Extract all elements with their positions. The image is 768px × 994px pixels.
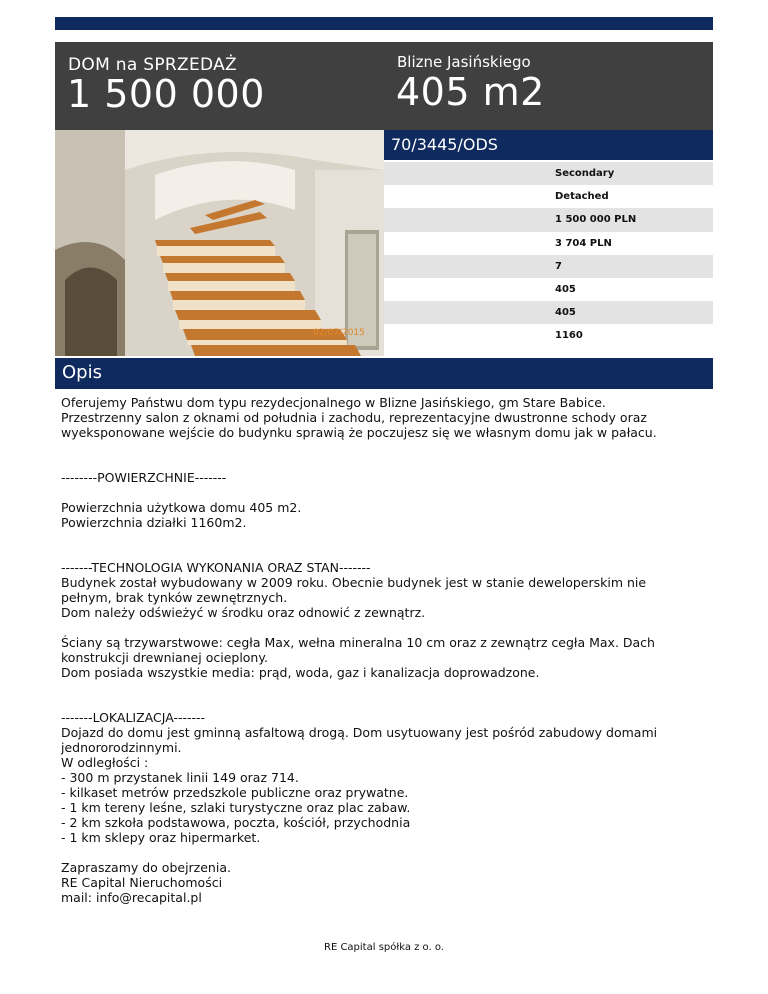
spec-row	[384, 208, 713, 231]
section-body-walls: Ściany są trzywarstwowe: cegła Max, wełna mineralna 10 cm oraz z zewnątrz cegła Max. Dach konstrukcji drewnianej ocieplony. Dom posiada wszystkie media: prąd, woda, gaz i kanalizacja doprowadzone.	[61, 635, 655, 680]
spec-price: 1 500 000 PLN	[555, 214, 637, 226]
location: Blizne Jasińskiego	[397, 53, 531, 71]
description-intro: Oferujemy Państwu dom typu rezydecjonalnego w Blizne Jasińskiego, gm Stare Babice. Przestrzenny salon z oknami od południa i zachodu, reprezentacyjne dwustronne schody oraz wyeksponowane wejście do budynku sprawią że poczujesz się we własnym domu jak w pałacu.	[61, 395, 657, 440]
description-heading: Opis	[62, 362, 102, 383]
area: 405 m2	[396, 70, 545, 114]
footer-company: RE Capital spółka z o. o.	[324, 942, 444, 953]
specs-table	[384, 162, 713, 348]
spec-row	[384, 278, 713, 301]
section-title-surfaces: --------POWIERZCHNIE-------	[61, 470, 227, 485]
top-accent-bar	[55, 17, 713, 30]
description-body	[61, 395, 701, 905]
spec-row	[384, 185, 713, 208]
spec-market: Secondary	[555, 168, 615, 179]
section-title-technology: -------TECHNOLOGIA WYKONANIA ORAZ STAN-------	[61, 560, 371, 575]
offer-type: DOM na SPRZEDAŻ	[68, 55, 237, 75]
spec-price-per-m2: 3 704 PLN	[555, 237, 612, 249]
price: 1 500 000	[67, 72, 265, 116]
spec-plot-area: 1160	[555, 330, 583, 342]
spec-building-type: Detached	[555, 191, 609, 203]
spec-row	[384, 162, 713, 185]
closing-contact: Zapraszamy do obejrzenia. RE Capital Nieruchomości mail: info@recapital.pl	[61, 860, 231, 905]
photo-date-stamp: 02/07/2015	[313, 328, 365, 338]
spec-row	[384, 255, 713, 278]
section-body-location: Dojazd do domu jest gminną asfaltową drogą. Dom usytuowany jest pośród zabudowy domami jednororodzinnymi. W odległości : - 300 m przystanek linii 149 oraz 714. - kilkaset metrów przedszkole publiczne oraz prywatne. - 1 km tereny leśne, szlaki turystyczne oraz plac zabaw. - 2 km szkoła podstawowa, poczta, kościół, przychodnia - 1 km sklepy oraz hipermarket.	[61, 725, 658, 845]
property-photo	[55, 130, 384, 356]
section-body-technology: Budynek został wybudowany w 2009 roku. Obecnie budynek jest w stanie deweloperskim nie pełnym, brak tynków zewnętrznych. Dom należy odświeżyć w środku oraz odnowić z zewnątrz.	[61, 575, 647, 620]
spec-row	[384, 232, 713, 255]
spec-usable-area: 405	[555, 307, 576, 319]
reference-bar	[384, 130, 713, 160]
section-body-surfaces: Powierzchnia użytkowa domu 405 m2. Powierzchnia działki 1160m2.	[61, 500, 302, 530]
spec-row	[384, 301, 713, 324]
spec-area: 405	[555, 283, 576, 295]
reference-number: 70/3445/ODS	[391, 135, 498, 154]
description-heading-bar	[55, 358, 713, 389]
section-title-location: -------LOKALIZACJA-------	[61, 710, 206, 725]
spec-row	[384, 324, 713, 347]
listing-header	[55, 42, 713, 130]
spec-rooms: 7	[555, 260, 562, 272]
